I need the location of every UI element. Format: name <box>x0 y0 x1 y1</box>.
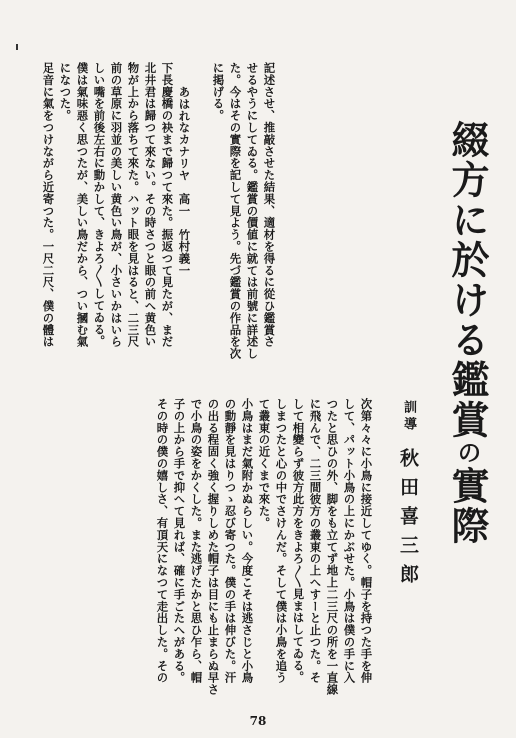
body-column: しまつたと心の中でさけんだ。そして僕は小鳥を追う <box>274 398 289 684</box>
body-column: 子の上から手で抑へて見れば、確に手ごたへがある。 <box>172 398 187 684</box>
poem-heading: あはれなカナリヤ 高一 竹村義一 <box>177 86 192 277</box>
title-tail: 實際 <box>445 466 490 546</box>
body-column: 僕は氣味惡く思つたが、美しい鳥だから、つい摑む氣 <box>75 62 90 348</box>
title-main: 綴方に於ける鑑賞 <box>445 120 490 440</box>
author-name: 秋田喜三郎 <box>397 448 419 593</box>
body-column: その時の僕の嬉しさ、有頂天になつて走出した。その <box>155 398 170 684</box>
title-particle: の <box>453 440 482 466</box>
body-column: つたと思ひの外、脚をも立てず地上二三尺の所を一直線 <box>325 398 340 696</box>
body-column: て叢東の近くまで來た。 <box>257 398 272 529</box>
body-column: して、パット小鳥の上にかぶせた。小鳥は僕の手に入 <box>342 398 357 684</box>
body-column: 小鳥はまだ氣附かぬらしい。今度こそは逃さじと小鳥 <box>240 398 255 684</box>
author-line <box>398 400 417 593</box>
page-number: 78 <box>249 714 267 728</box>
body-column: になつた。 <box>58 62 73 122</box>
body-column: 北井君は歸つて來ない。その時さつと眼の前へ黄色い <box>143 62 158 348</box>
article-title <box>445 120 490 546</box>
body-column: 物が上から落ちて來た。ハット眼を見はると、二三尺 <box>126 62 141 348</box>
margin-mark <box>16 44 18 50</box>
body-column: 足音に氣をつけながら近寄つた。一尺二尺、僕の體は <box>41 62 56 348</box>
body-column: 前の草原に羽並の美しい黄色い鳥が、小さいかはいら <box>109 62 124 348</box>
body-column: しい嘴を前後左右に動かして、きよろ〳〵してゐる。 <box>92 62 107 348</box>
body-column: せるやうにしてゐる。鑑賞の價値に就ては前號に詳述し <box>245 62 260 360</box>
body-column: 記述させ、推敲させた結果、適材を得るに從ひ鑑賞さ <box>262 62 277 348</box>
body-column: に掲げる。 <box>211 62 226 122</box>
body-column: に飛んで、二三間彼方の叢東の上へすーと止つた。そ <box>308 398 323 684</box>
body-column: で小鳥の姿をかくした。また逃げたかと思ひ乍ら、帽 <box>189 398 204 684</box>
body-column: 下長慶橋の袂まで歸つて來た。振返つて見たが、まだ <box>160 62 175 348</box>
body-column: の出る程固く強く握りしめた帽子は目にも止まらぬ早さ <box>206 398 221 696</box>
body-column: 次第々々に小鳥に接近してゆく。帽子を持つた手を伸 <box>359 398 374 684</box>
author-role: 訓導 <box>401 400 416 434</box>
body-column: た。今はその實際を記して見よう。先づ鑑賞の作品を次 <box>228 62 243 360</box>
body-column: の動靜を見はりつゝ忍び寄つた。僕の手は伸びた。汗 <box>223 398 238 684</box>
body-column: して相變らず彼方此方をきよろ〳〵見まはしてゐる。 <box>291 398 306 684</box>
